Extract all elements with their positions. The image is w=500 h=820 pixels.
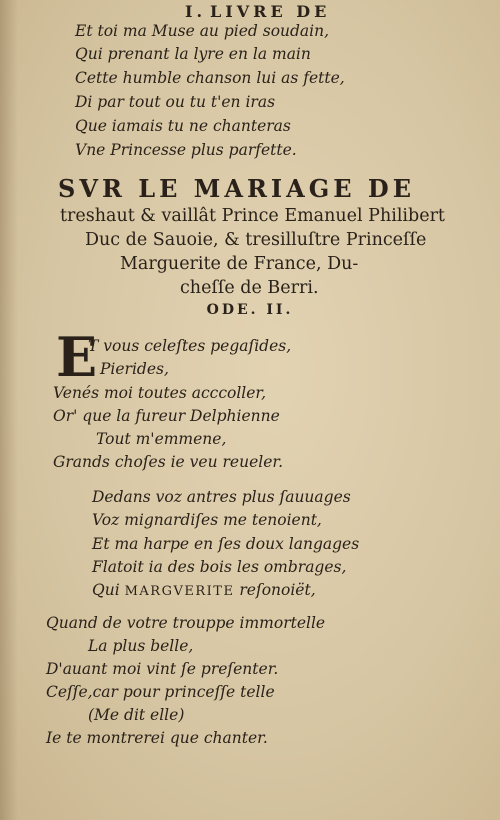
name-smallcaps: MARGVERITE [124, 584, 235, 599]
verse-line: T vous celeſtes pegaſides, [88, 337, 292, 355]
verse-line: Dedans voz antres plus ſauuages [92, 488, 351, 506]
verse-line: Voz mignardiſes me tenoient, [92, 511, 322, 529]
verse-word: reſonoiët, [239, 581, 316, 599]
title-line: Duc de Sauoie, & tresilluſtre Princeſſe [85, 230, 427, 250]
ode-number: ODE. II. [206, 302, 294, 318]
verse-line: Grands choſes ie veu reueler. [53, 453, 284, 471]
verse-line: Quand de votre trouppe immortelle [46, 614, 326, 632]
verse-line: Et toi ma Muse au pied soudain, [75, 22, 330, 40]
verse-line: Et ma harpe en ſes doux langages [92, 535, 360, 553]
verse-line: Ie te montrerei que chanter. [46, 729, 268, 747]
verse-line: Vne Princesse plus parfette. [75, 141, 297, 159]
title-line: Marguerite de France, Du- [120, 254, 359, 274]
verse-line: Flatoit ia des bois les ombrages, [92, 558, 347, 576]
verse-line: Or' que la fureur Delphienne [53, 407, 280, 425]
verse-line: D'auant moi vint ſe preſenter. [46, 660, 279, 678]
verse-line: Venés moi toutes acccoller, [53, 384, 267, 402]
verse-line: Tout m'emmene, [96, 430, 227, 448]
verse-line: Di par tout ou tu t'en iras [75, 93, 276, 111]
ode-heading: SVR LE MARIAGE DE [58, 174, 416, 203]
verse-line: Que iamais tu ne chanteras [75, 117, 291, 135]
title-line: treshaut & vaillât Prince Emanuel Philibert [60, 206, 445, 226]
verse-line: (Me dit elle) [88, 706, 185, 724]
page-number: I. [185, 2, 207, 21]
verse-line [92, 581, 316, 599]
verse-line: Pierides, [100, 360, 169, 378]
drop-cap: E [56, 325, 98, 389]
verse-line: Cette humble chanson lui as fette, [75, 69, 345, 87]
verse-line: Ceſſe,car pour princeſſe telle [46, 683, 275, 701]
page-gutter-shadow [0, 0, 18, 820]
verse-line: La plus belle, [88, 637, 194, 655]
title-line: cheſſe de Berri. [180, 278, 319, 298]
running-title: LIVRE DE [210, 2, 331, 21]
verse-line: Qui prenant la lyre en la main [75, 45, 311, 63]
verse-word: Qui [92, 581, 120, 599]
